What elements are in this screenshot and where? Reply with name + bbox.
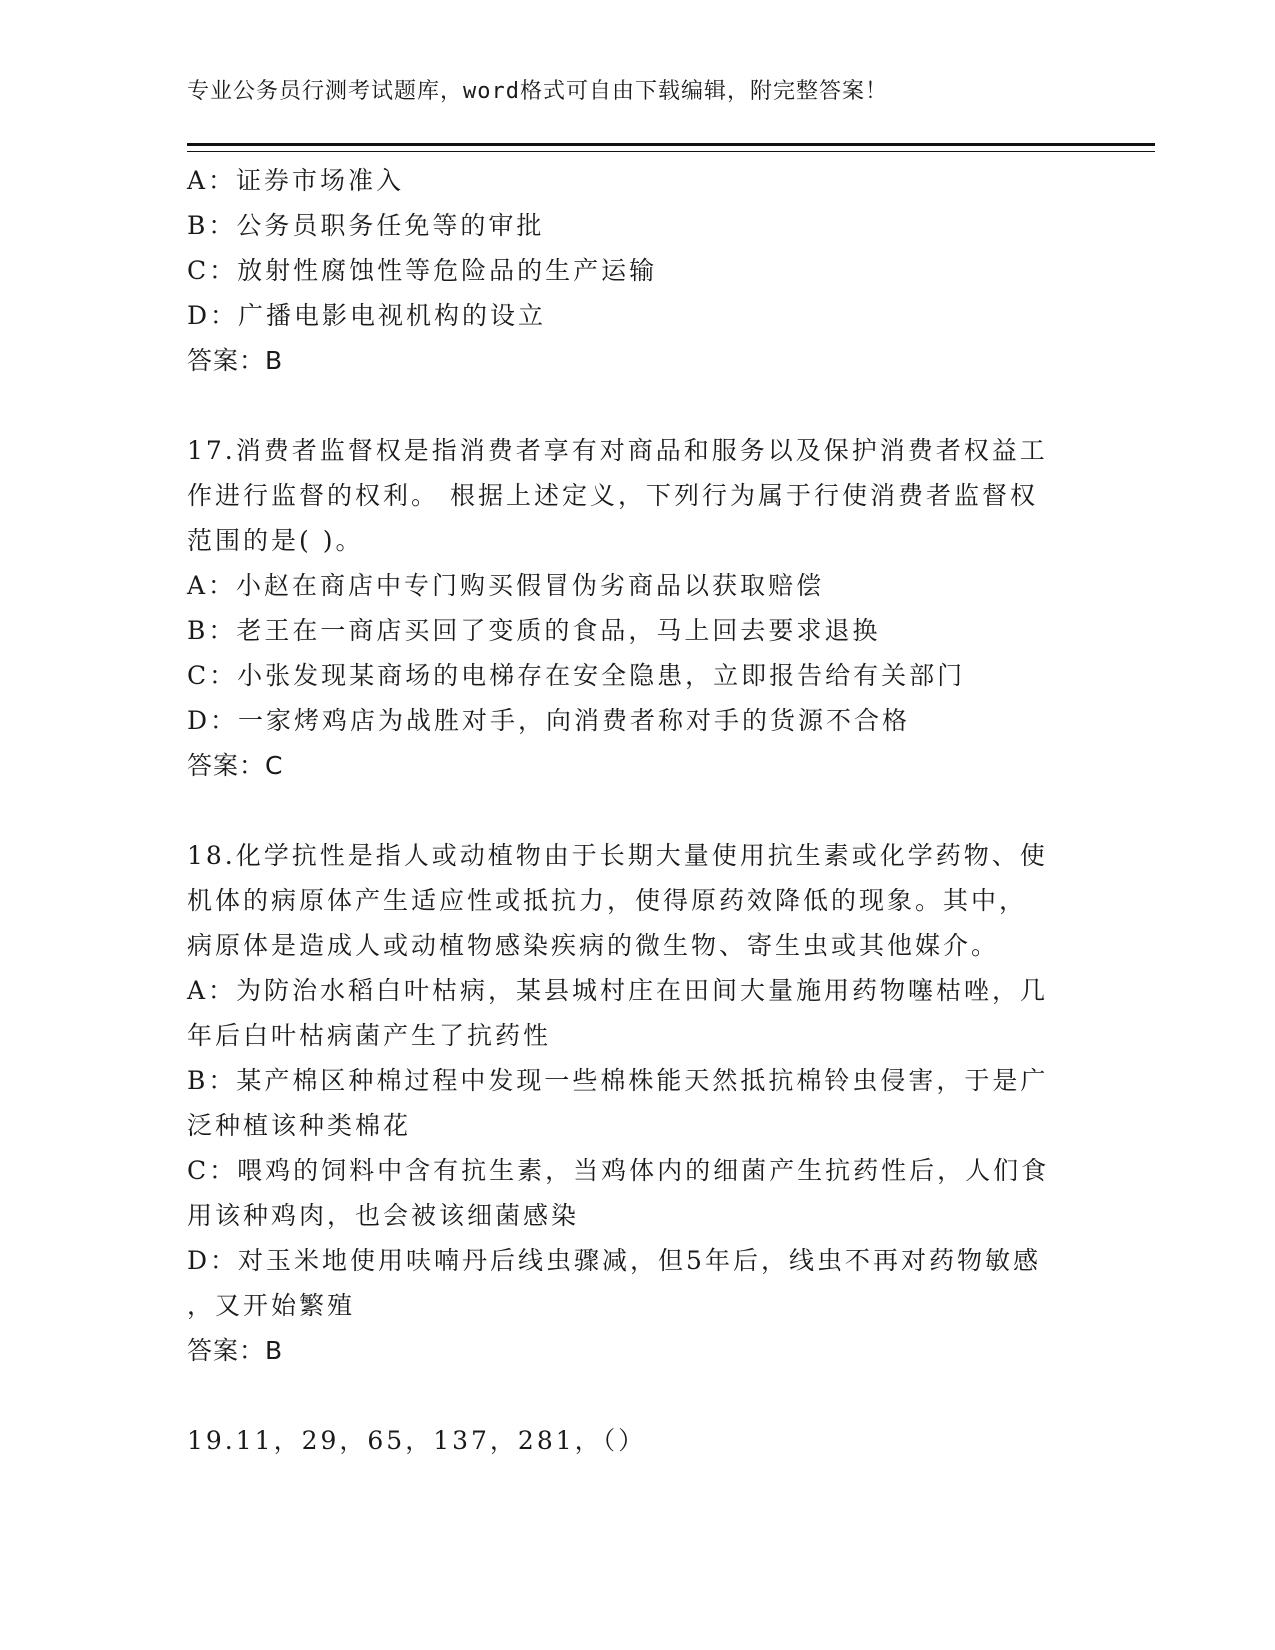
q16-option-a: A：证券市场准入	[187, 166, 405, 195]
question-content	[187, 158, 1087, 1463]
header-rule-thick	[187, 143, 1155, 146]
spacer	[187, 788, 1087, 833]
q17-option-b: B：老王在一商店买回了变质的食品，马上回去要求退换	[187, 616, 881, 645]
page-header: 专业公务员行测考试题库，word格式可自由下载编辑，附完整答案！	[187, 79, 888, 104]
q18-option-b-line-2: 泛种植该种类棉花	[187, 1111, 412, 1140]
q17-stem-line-1: 17.消费者监督权是指消费者享有对商品和服务以及保护消费者权益工	[187, 436, 1048, 465]
q18-option-a-line-2: 年后白叶枯病菌产生了抗药性	[187, 1021, 552, 1050]
q17-option-c: C：小张发现某商场的电梯存在安全隐患，立即报告给有关部门	[187, 661, 966, 690]
q18-stem-line-3: 病原体是造成人或动植物感染疾病的微生物、寄生虫或其他媒介。	[187, 931, 1000, 960]
header-rule-thin	[187, 151, 1155, 152]
q18-stem-line-2: 机体的病原体产生适应性或抵抗力，使得原药效降低的现象。其中，	[187, 886, 1028, 915]
q16-option-d: D：广播电影电视机构的设立	[187, 301, 547, 330]
q18-option-c-line-2: 用该种鸡肉，也会被该细菌感染	[187, 1201, 580, 1230]
q17-answer: 答案：C	[187, 751, 284, 780]
q18-option-d-line-1: D：对玉米地使用呋喃丹后线虫骤减，但5年后，线虫不再对药物敏感	[187, 1246, 1041, 1275]
q17-stem-line-2: 作进行监督的权利。 根据上述定义，下列行为属于行使消费者监督权	[187, 481, 1038, 510]
q17-option-d: D：一家烤鸡店为战胜对手，向消费者称对手的货源不合格	[187, 706, 911, 735]
spacer	[187, 1373, 1087, 1418]
q16-option-b: B：公务员职务任免等的审批	[187, 211, 545, 240]
q18-option-d-line-2: ，又开始繁殖	[187, 1291, 356, 1320]
spacer	[187, 383, 1087, 428]
q17-stem-line-3: 范围的是( )。	[187, 526, 364, 555]
q16-option-c: C：放射性腐蚀性等危险品的生产运输	[187, 256, 658, 285]
q18-option-c-line-1: C：喂鸡的饲料中含有抗生素，当鸡体内的细菌产生抗药性后，人们食	[187, 1156, 1050, 1185]
q18-option-b-line-1: B：某产棉区种棉过程中发现一些棉株能天然抵抗棉铃虫侵害，于是广	[187, 1066, 1049, 1095]
q16-answer: 答案：B	[187, 346, 284, 375]
q17-option-a: A：小赵在商店中专门购买假冒伪劣商品以获取赔偿	[187, 571, 825, 600]
q18-option-a-line-1: A：为防治水稻白叶枯病，某县城村庄在田间大量施用药物噻枯唑，几	[187, 976, 1049, 1005]
q19-stem: 19.11，29，65，137，281，（）	[187, 1426, 647, 1455]
q18-stem-line-1: 18.化学抗性是指人或动植物由于长期大量使用抗生素或化学药物、使	[187, 841, 1048, 870]
q18-answer: 答案：B	[187, 1336, 284, 1365]
